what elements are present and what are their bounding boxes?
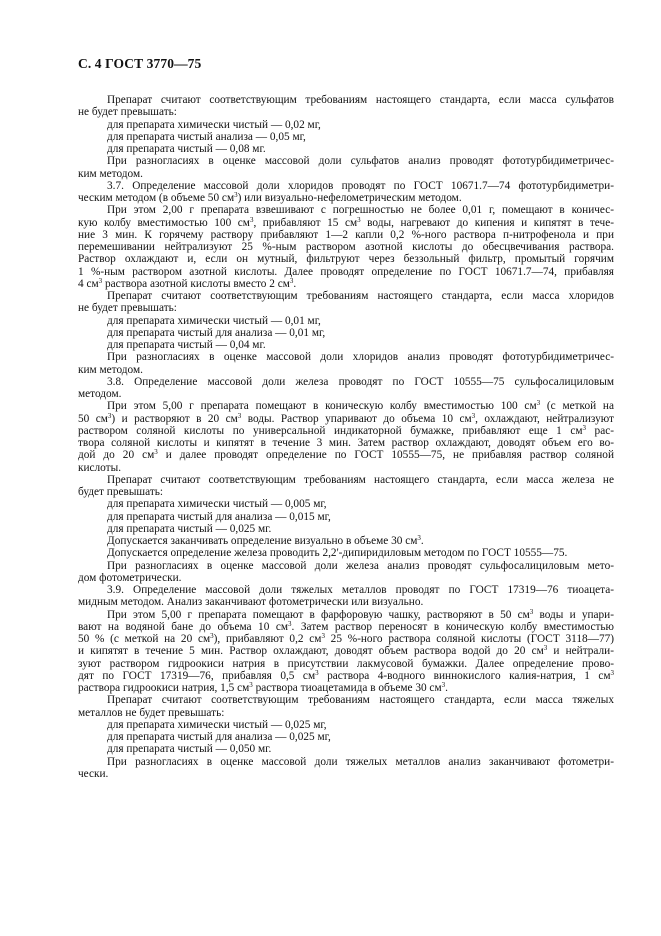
text-line: ческим методом (в объеме 50 $см^3$) или визуально-нефелометрическим методом. xyxy=(78,191,462,204)
text-line: раствора гидроокиси натрия, 1,5 $см^3$ раствора тиоацетамида в объеме 30 $см^3$. xyxy=(78,681,448,694)
paragraph xyxy=(78,155,614,180)
list-item: для препарата чистый — 0,08 мг. xyxy=(107,143,266,155)
list-item: для препарата чистый — 0,050 мг. xyxy=(107,743,272,756)
paragraph xyxy=(78,290,614,315)
text-line: не будет превышать: xyxy=(78,106,177,119)
text-line: вают на водяной бане до объема 10 $см^3$. Затем раствор переносят в коническую колбу вместимостью xyxy=(78,619,614,633)
text-line: 3.9. Определение массовой доли тяжелых металлов проводят по ГОСТ 17319—76 тиоацета- xyxy=(107,584,614,596)
text-line: ким методом. xyxy=(78,363,143,376)
text-line: При этом 5,00 г препарата помещают в коническую колбу вместимостью 100 $см^3$ (с меткой на xyxy=(107,399,614,413)
text-line: методом. xyxy=(78,388,122,400)
text-line: Препарат считают соответствующим требованиям настоящего стандарта, если масса хлоридов xyxy=(107,290,614,302)
paragraph xyxy=(78,400,614,474)
paragraph xyxy=(78,94,614,119)
text-line: будет превышать: xyxy=(78,486,164,498)
paragraph xyxy=(78,204,614,290)
text-line: дой до 20 $см^3$ и далее проводят определение по ГОСТ 10555—75, не прибавляя раствор соляной xyxy=(78,448,614,462)
text-line: 4 $см^3$ раствора азотной кислоты вместо 2 $см^3$. xyxy=(78,276,297,290)
text-line: 3.7. Определение массовой доли хлоридов проводят по ГОСТ 10671.7—74 фототурбидиметри- xyxy=(107,179,614,192)
text-line: При этом 2,00 г препарата взвешивают с погрешностью не более 0,01 г, помещают в коничес- xyxy=(107,204,614,217)
text-line: дом фотометрически. xyxy=(78,571,182,584)
paragraph xyxy=(78,474,614,499)
list-item: для препарата химически чистый — 0,02 мг, xyxy=(107,118,321,131)
text-line: При разногласиях в оценке массовой доли железа анализ проводят сульфосалициловым мето- xyxy=(107,559,614,572)
text-line: При этом 5,00 г препарата помещают в фарфоровую чашку, растворяют в 50 $см^3$ воды и упари- xyxy=(107,607,614,621)
text-line: При разногласиях в оценке массовой доли тяжелых металлов анализ заканчивают фотометри- xyxy=(107,755,614,768)
text-line: дят по ГОСТ 17319—76, прибавляя 0,5 $см^3$ раствора 4-водного виннокислого калия-натрия, 1 $см^3$ xyxy=(78,668,614,682)
text-line: ким методом. xyxy=(78,167,143,180)
list-item: для препарата чистый — 0,04 мг. xyxy=(107,339,266,351)
list-item: Допускается заканчивать определение визуально в объеме 30 $см^3$. xyxy=(107,534,424,547)
document-page xyxy=(78,56,614,780)
text-line: Раствор охлаждают и, если он мутный, фильтруют через беззольный фильтр, промытый горячим xyxy=(78,253,614,266)
text-line: При разногласиях в оценке массовой доли хлоридов анализ проводят фототурбидиметричес- xyxy=(107,351,614,364)
paragraph xyxy=(78,609,614,695)
list-item: для препарата чистый — 0,025 мг. xyxy=(107,522,272,535)
text-line: перемешивании нейтрализуют 25 %-ным раствором азотной кислоты до обесцвечивания раствора. xyxy=(78,241,614,253)
paragraph xyxy=(78,376,614,401)
page-header: С. 4 ГОСТ 3770—75 xyxy=(78,56,202,71)
list-item: для препарата чистый для анализа — 0,025 мг, xyxy=(107,731,331,743)
text-line: мидным методом. Анализ заканчивают фотометрически или визуально. xyxy=(78,596,424,609)
paragraph xyxy=(78,756,614,781)
paragraph xyxy=(78,584,614,609)
text-line: не будет превышать: xyxy=(78,302,177,315)
list-item: для препарата химически чистый — 0,005 мг, xyxy=(107,498,327,511)
paragraph xyxy=(78,180,614,205)
text-line: раствором соляной кислоты по универсальной индикаторной бумажке, прибавляют еще 1 $см^3$ рас- xyxy=(78,423,614,437)
document-body xyxy=(78,94,614,780)
text-line: 50 $см^3$) и растворяют в 20 $см^3$ воды. Раствор упаривают до объема 10 $см^3$, охлаждают, нейтрализуют xyxy=(78,411,614,425)
list-item: для препарата чистый для анализа — 0,015 мг, xyxy=(107,510,331,523)
text-line: 3.8. Определение массовой доли железа проводят по ГОСТ 10555—75 сульфосалициловым xyxy=(107,375,614,388)
text-line: металлов не будет превышать: xyxy=(78,706,225,719)
paragraph xyxy=(78,351,614,376)
text-line: 1 %-ным раствором азотной кислоты. Далее проводят определение по ГОСТ 10671.7—74, прибавляя xyxy=(78,265,614,278)
text-line: При разногласиях в оценке массовой доли сульфатов анализ проводят фототурбидиметричес- xyxy=(107,155,614,168)
text-line: чески. xyxy=(78,767,109,780)
paragraph xyxy=(78,694,614,719)
paragraph xyxy=(78,560,614,585)
text-line: твора соляной кислоты и кипятят в течение 3 мин. Затем раствор охлаждают, доводят объем его во- xyxy=(78,437,614,449)
text-line: зуют раствором гидроокиси натрия в присутствии лакмусовой бумажки. Далее определение прово- xyxy=(78,657,614,670)
list-item: Допускается определение железа проводить 2,2'-дипиридиловым методом по ГОСТ 10555—75. xyxy=(107,547,568,560)
text-line: кую колбу вместимостью 100 $см^3$, прибавляют 15 $см^3$ воды, нагревают до кипения и кипятят в тече- xyxy=(78,215,614,229)
text-line: Препарат считают соответствующим требованиям настоящего стандарта, если масса железа не xyxy=(107,473,614,486)
text-line: Препарат считают соответствующим требованиям настоящего стандарта, если масса тяжелых xyxy=(107,694,614,707)
text-line: Препарат считают соответствующим требованиям настоящего стандарта, если масса сульфатов xyxy=(107,94,614,106)
text-line: ние 3 мин. К горячему раствору прибавляют 1—2 капли 0,2 %-ного раствора п-нитрофенола и при xyxy=(78,228,614,241)
list-item: для препарата химически чистый — 0,01 мг, xyxy=(107,314,321,327)
list-item: для препарата чистый анализа — 0,05 мг, xyxy=(107,130,306,143)
list-item: для препарата чистый для анализа — 0,01 мг, xyxy=(107,326,326,339)
text-line: кислоты. xyxy=(78,461,122,474)
text-line: 50 % (с меткой на 20 $см^3$), прибавляют 0,2 $см^3$ 25 %-ного раствора соляной кислоты (ГОСТ 3118—77) xyxy=(78,632,615,645)
text-line: и кипятят в течение 5 мин. Раствор охлаждают, доводят объем раствора водой до 20 $см^3$ и нейтрали- xyxy=(78,644,614,658)
list-item: для препарата химически чистый — 0,025 мг, xyxy=(107,718,327,731)
